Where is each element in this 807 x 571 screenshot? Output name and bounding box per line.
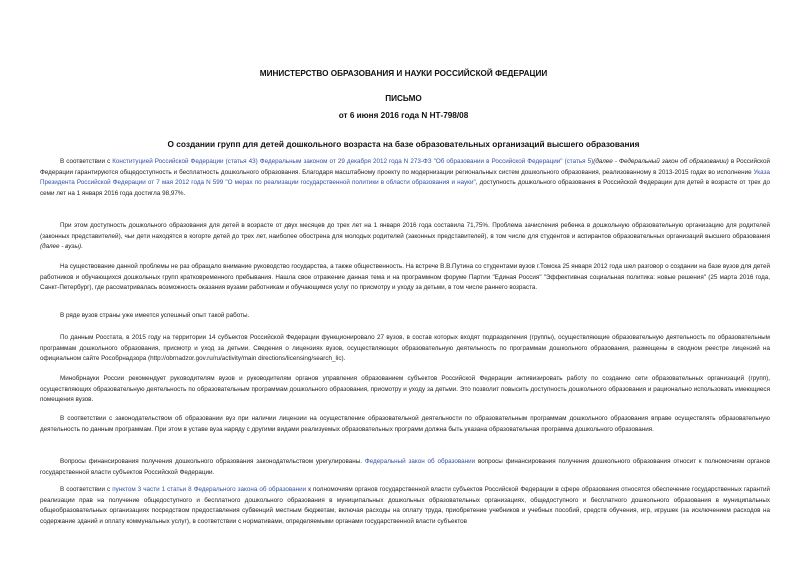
paragraph-text: вопросы финансирования получения дошкольного образования относит к полномочиям органов государственной власти субъектов Российской Федерации. [40, 458, 770, 476]
paragraph-text: В соответствии с [60, 486, 113, 493]
ministry-heading: МИНИСТЕРСТВО ОБРАЗОВАНИЯ И НАУКИ РОССИЙСКОЙ ФЕДЕРАЦИИ [259, 69, 548, 78]
paragraph-text: Вопросы финансирования получения дошкольного образования законодательством урегулированы. [60, 458, 365, 465]
paragraph-text: Минобрнауки России рекомендует руководителям вузов и руководителям органов управления образованием субъектов Российской Федерации активизировать работу по созданию сети образовательных организаций (групп), осуществляющих образовательную деятельность по образовательным программам дошкольного образования, присмотру и уходу за детьми. Это позволит повысить доступность дошкольного образования и рационально использовать имеющиеся помещения вузов. [40, 375, 770, 403]
paragraph-7 [40, 414, 770, 435]
paragraph-text: , доступность дошкольного образования в Российской Федерации для детей в возрасте от трех до семи лет на 1 января 2016 года достигла 98,97%. [40, 179, 771, 197]
document-type-heading: ПИСЬМО [385, 94, 422, 103]
paragraph-text: По данным Росстата, в 2015 году на территории 14 субъектов Российской Федерации функционировало 27 вузов, в состав которых входят подразделения (группы), осуществляющие образовательную деятельность по образовательным программам дошкольного образования, присмотр и уход за детьми. Сведения о лицензиях вузов, осуществляющих образовательную деятельность по программам дошкольного образования, размещены в сводном реестре лицензий на официальном сайте Рособрнадзора (http://obrnadzor.gov.ru/ru/activity/main directions/licensing/search_lic). [40, 334, 770, 362]
paragraph-text: . [81, 243, 83, 250]
paragraph-text: В ряде вузов страны уже имеется успешный опыт такой работы. [60, 312, 250, 319]
paragraph-text: (далее - вузы) [40, 243, 82, 250]
document-subject: О создании групп для детей дошкольного возраста на базе образовательных организаций высшего образования [167, 139, 640, 149]
paragraph-2 [40, 221, 770, 253]
paragraph-8 [40, 457, 770, 478]
document-date-number: от 6 июня 2016 года N НТ-798/08 [338, 111, 469, 120]
paragraph-text: В соответствии с законодательством об образовании вуз при наличии лицензии на осуществление образовательной деятельности по образовательным программам дошкольного образования вправе осуществлять образовательную деятельность по данным программам. При этом в уставе вуза наряду с другими видами реализуемых образовательных программ должна быть указана образовательная программа дошкольного образования. [40, 415, 770, 433]
paragraph-text: При этом доступность дошкольного образования для детей в возрасте от двух месяцев до трех лет на 1 января 2016 года составила 71,75%. Проблема зачисления ребенка в дошкольную образовательную организацию для родителей (законных представителей), чьи дети находятся в когорте детей до трех лет, наиболее обострена для молодых родителей (законных представителей), в том числе для студентов и аспирантов образовательных организаций высшего образования [40, 222, 770, 240]
education-law-link[interactable]: Федеральным законом от 29 декабря 2012 года N 273-ФЗ "Об образовании в Российской Федерации" (статья 5) [259, 158, 594, 165]
paragraph-1 [40, 157, 770, 199]
paragraph-text: к полномочиям органов государственной власти субъектов Российской Федерации в сфере образования относятся обеспечение государственных гарантий реализации прав на получение общедоступного и бесплатного дошкольного образования в муниципальных дошкольных образовательных организациях, общедоступного и бесплатного дошкольного образования в муниципальных общеобразовательных организациях посредством предоставления субвенций местным бюджетам, включая расходы на оплату труда, приобретение учебников и учебных пособий, средств обучения, игр, игрушек (за исключением расходов на содержание зданий и оплату коммунальных услуг), в соответствии с нормативами, определяемыми органами государственной власти субъектов [40, 486, 771, 525]
law-article-8-link[interactable]: пунктом 3 части 1 статьи 8 Федерального закона об образовании [112, 486, 307, 493]
paragraph-9 [40, 485, 770, 527]
paragraph-4 [40, 311, 770, 322]
paragraph-3 [40, 262, 770, 294]
constitution-link[interactable]: Конституцией Российской Федерации (статья 43) [112, 158, 258, 165]
paragraph-text: В соответствии с [60, 158, 113, 165]
paragraph-text: (далее - Федеральный закон об образовании) [593, 158, 729, 165]
paragraph-text: в Российской Федерации гарантируются общедоступность и бесплатность дошкольного образования. Благодаря масштабному проекту по модернизации региональных систем дошкольного образования, реализованному в 2013-2015 годах во исполнение [40, 158, 770, 176]
paragraph-5 [40, 333, 770, 365]
paragraph-6 [40, 374, 770, 406]
education-law-link[interactable]: Федеральный закон об образовании [364, 458, 476, 465]
presidential-decree-link[interactable]: Указа Президента Российской Федерации от 7 мая 2012 года N 599 "О мерах по реализации государственной политики в области образования и науки" [40, 168, 770, 186]
paragraph-text: На существование данной проблемы не раз обращало внимание руководство государства, а также общественность. На встрече В.В.Путина со студентами вузов г.Томска 25 января 2012 года шел разговор о создании на базе вузов для детей работников и обучающихся дошкольных групп кратковременного пребывания. Нашла свое отражение данная тема и на программном форуме Партии "Единая Россия" "Эффективная социальная политика: новые решения" (25 марта 2016 года, Санкт-Петербург), где рассматривалась возможность оказания вузами работникам и обучающимся услуг по присмотру и уходу за детьми, в том числе раннего возраста. [40, 263, 770, 291]
